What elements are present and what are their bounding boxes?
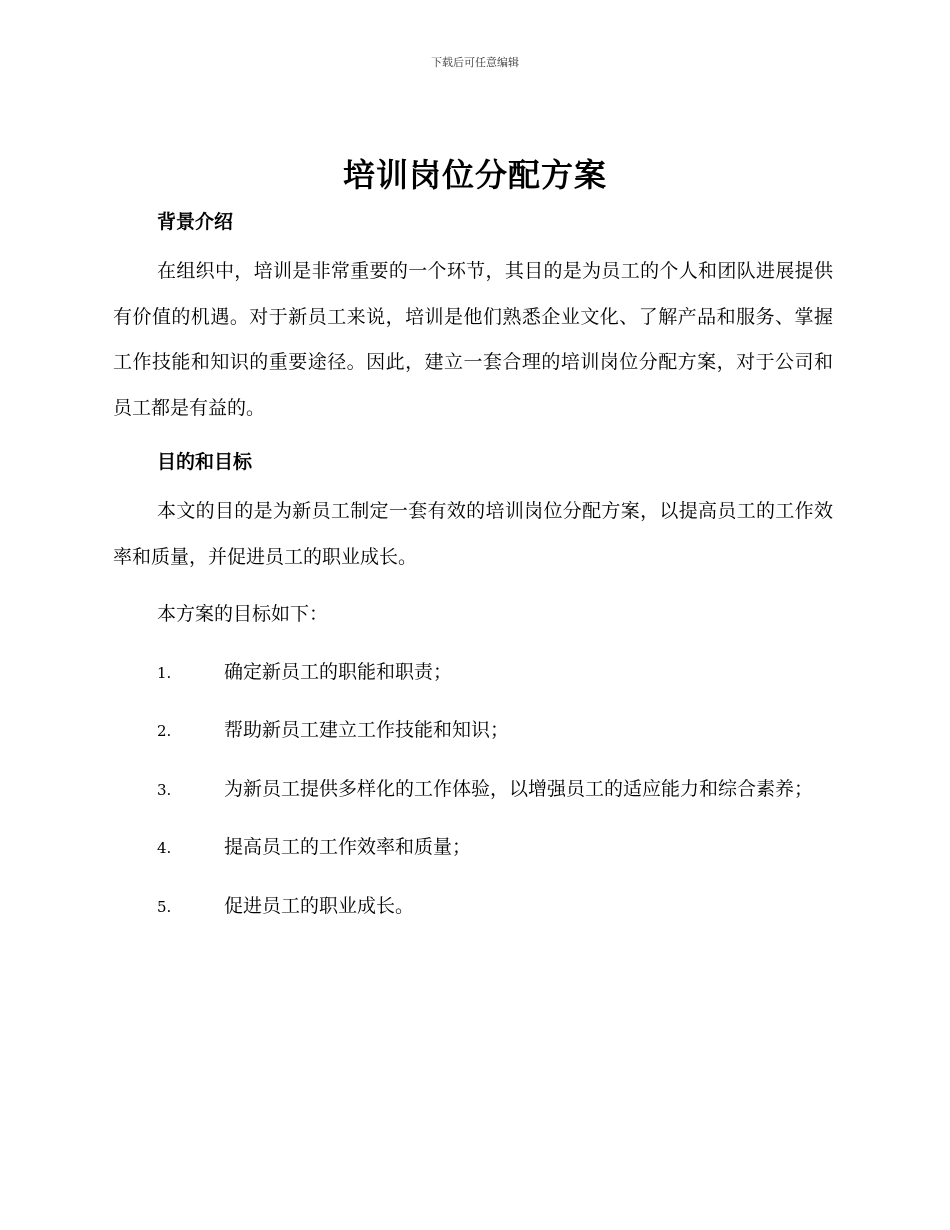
list-item-text: 帮助新员工建立工作技能和知识； (224, 719, 510, 741)
document-title: 培训岗位分配方案 (342, 156, 607, 194)
list-item (113, 825, 833, 872)
section-heading-goals: 目的和目标 (157, 451, 253, 473)
list-item-number: 4. (157, 839, 172, 857)
list-item-text: 为新员工提供多样化的工作体验，以增强员工的适应能力和综合素养； (224, 777, 814, 800)
list-item-number: 1. (157, 663, 172, 682)
document-body (113, 202, 833, 930)
goals-intro: 本方案的目标如下： (157, 603, 329, 625)
list-item-number: 3. (157, 780, 172, 799)
background-paragraph: 在组织中，培训是非常重要的一个环节，其目的是为员工的个人和团队进展提供有价值的机遇。对于新员工来说，培训是他们熟悉企业文化、了解产品和服务、掌握工作技能和知识的重要途径。因此，建立一套合理的培训岗位分配方案，对于公司和员工都是有益的。 (113, 260, 833, 419)
section-heading-background: 背景介绍 (157, 211, 234, 233)
goals-list (113, 650, 833, 931)
list-item-number: 2. (157, 722, 172, 740)
list-item-text: 促进员工的职业成长。 (224, 894, 415, 917)
list-item (113, 708, 833, 755)
header-note: 下载后可任意编辑 (431, 56, 519, 69)
list-item (113, 767, 833, 814)
list-item (113, 884, 833, 931)
list-item-number: 5. (157, 897, 172, 916)
list-item-text: 提高员工的工作效率和质量； (224, 836, 472, 858)
list-item-text: 确定新员工的职能和职责； (224, 660, 453, 683)
list-item (113, 650, 833, 697)
goals-paragraph: 本文的目的是为新员工制定一套有效的培训岗位分配方案，以提高员工的工作效率和质量，并促进员工的职业成长。 (113, 500, 833, 568)
